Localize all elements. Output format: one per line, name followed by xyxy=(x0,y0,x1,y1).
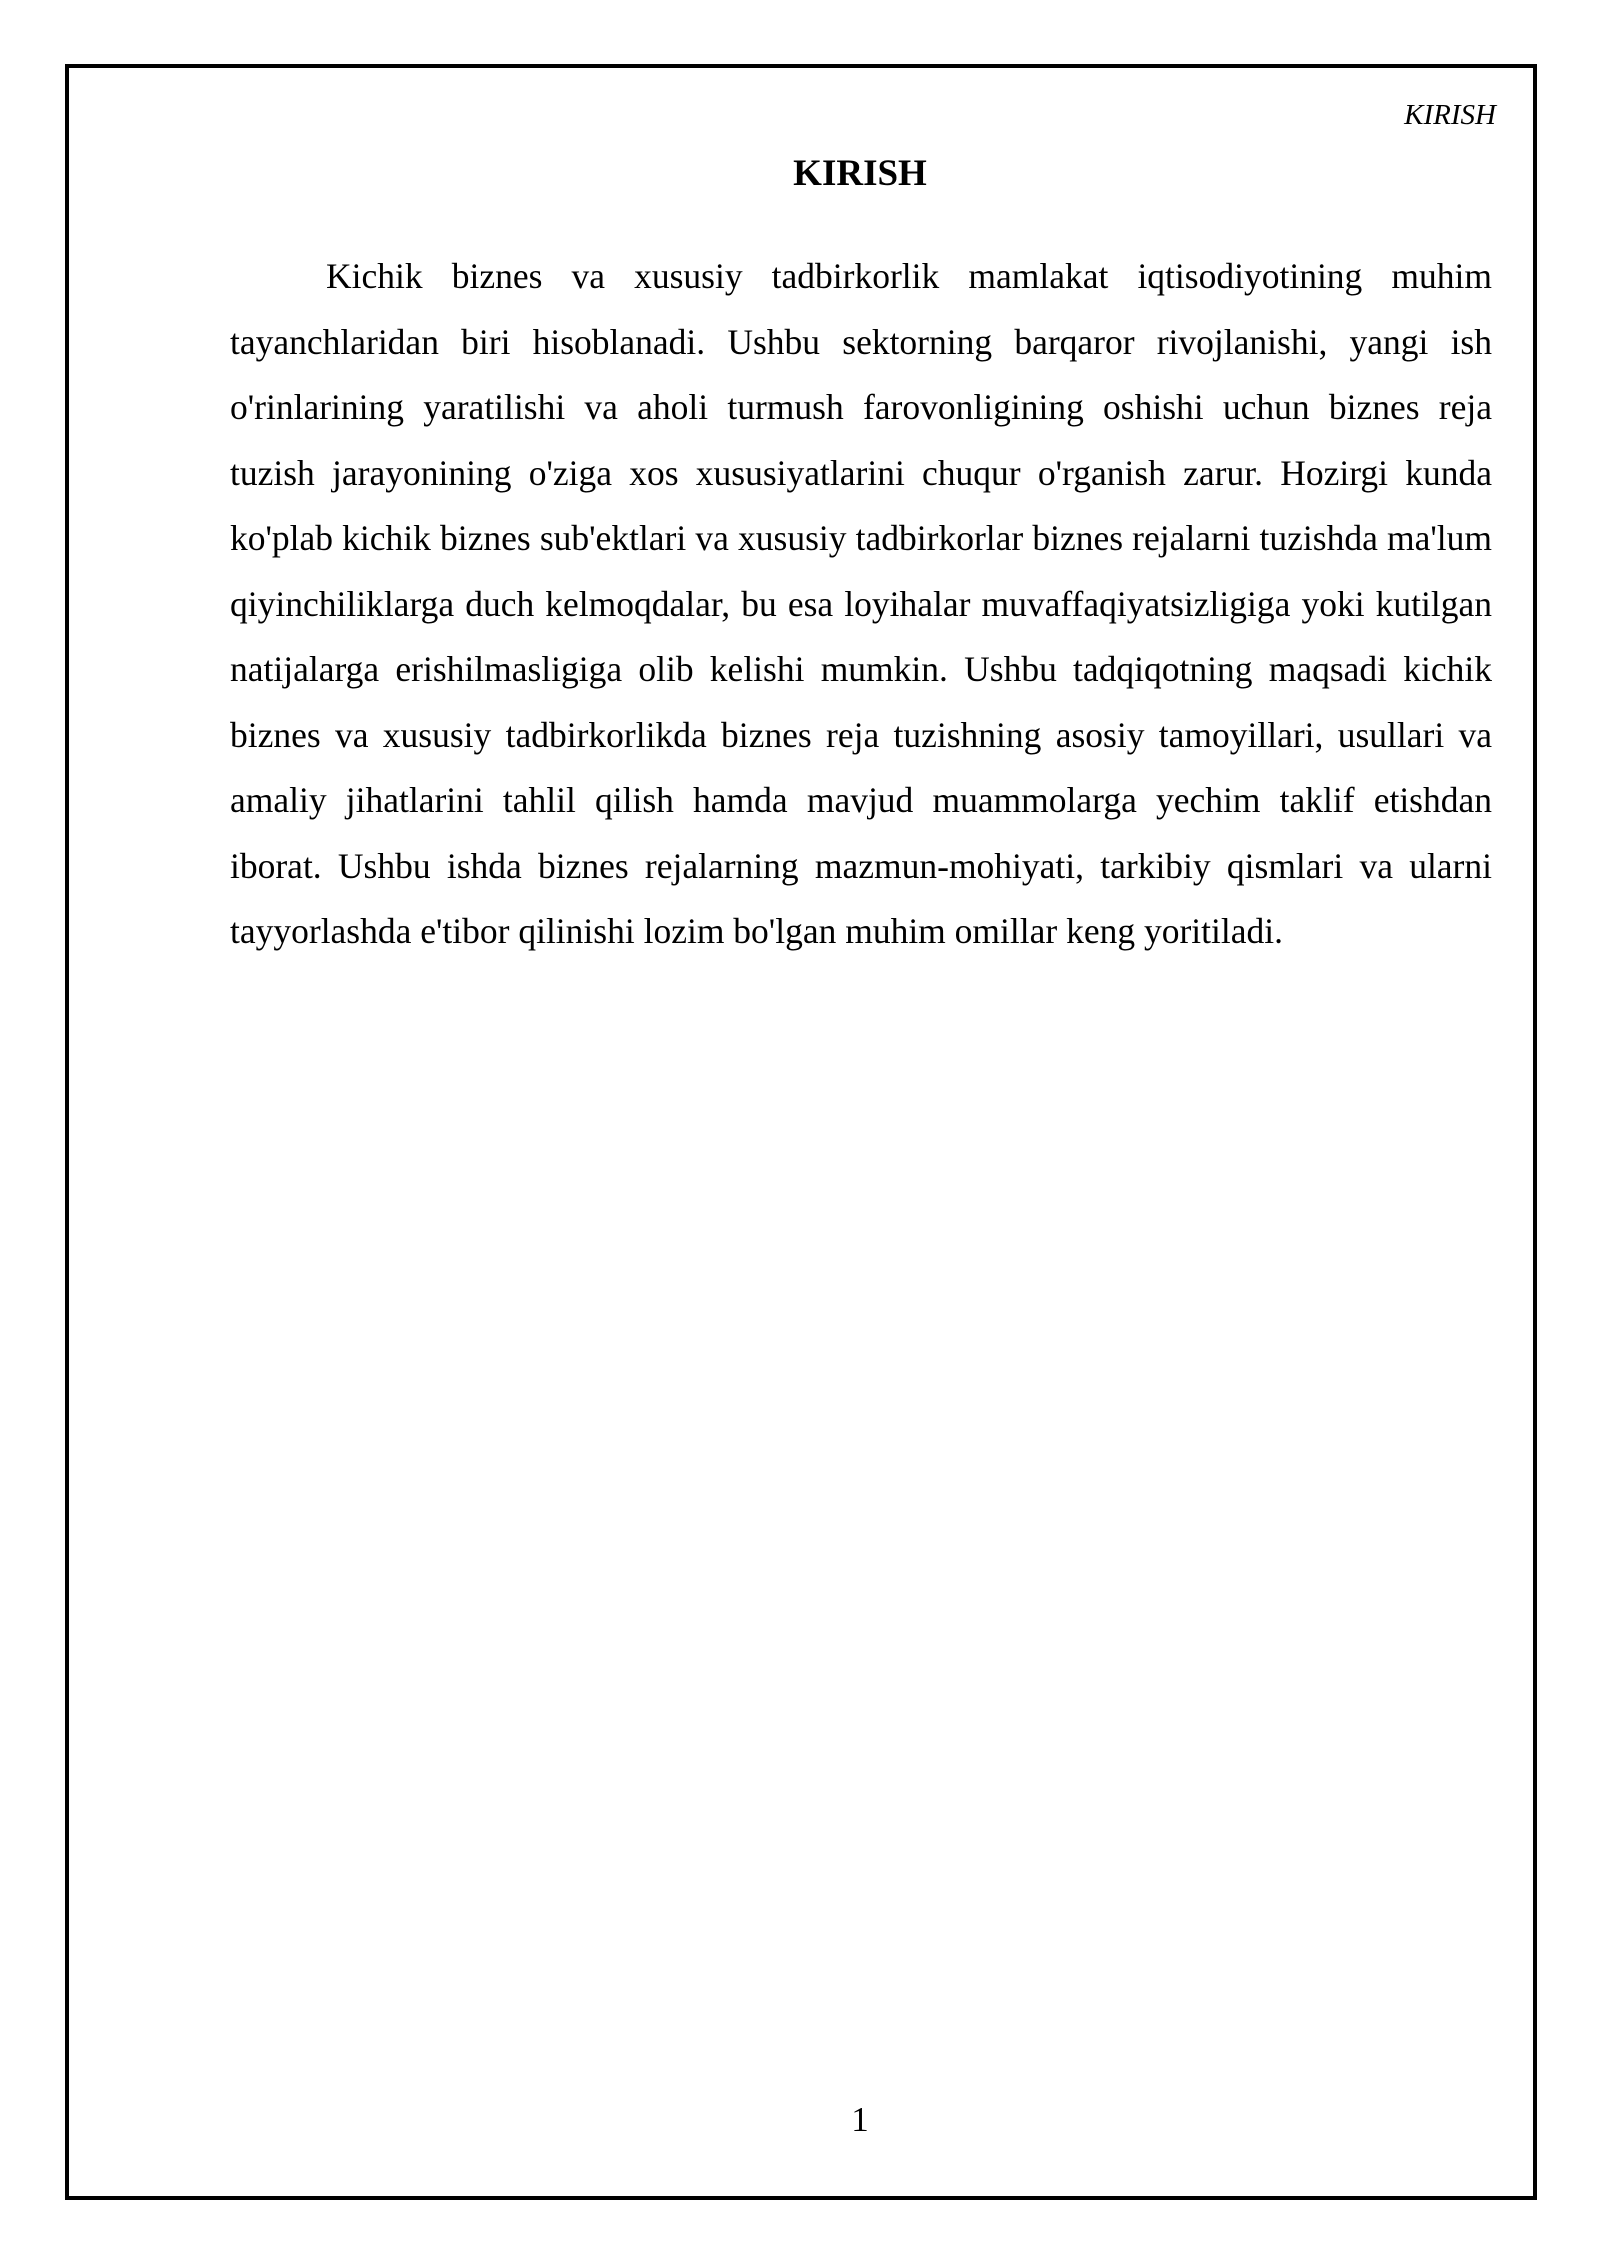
page-title: KIRISH xyxy=(793,153,927,194)
body-paragraph: Kichik biznes va xususiy tadbirkorlik mamlakat iqtisodiyotining muhim tayanchlaridan biri hisoblanadi. Ushbu sektorning barqaror rivojlanishi, yangi ish o'rinlarining yaratilishi va aholi turmush farovonligining oshishi uchun biznes reja tuzish jarayonining o'ziga xos xususiyatlarini chuqur o'rganish zarur. Hozirgi kunda ko'plab kichik biznes sub'ektlari va xususiy tadbirkorlar biznes rejalarni tuzishda ma'lum qiyinchiliklarga duch kelmoqdalar, bu esa loyihalar muvaffaqiyatsizligiga yoki kutilgan natijalarga erishilmasligiga olib kelishi mumkin. Ushbu tadqiqotning maqsadi kichik biznes va xususiy tadbirkorlikda biznes reja tuzishning asosiy tamoyillari, usullari va amaliy jihatlarini tahlil qilish hamda mavjud muammolarga yechim taklif etishdan iborat. Ushbu ishda biznes rejalarning mazmun-mohiyati, tarkibiy qismlari va ularni tayyorlashda e'tibor qilinishi lozim bo'lgan muhim omillar keng yoritiladi. xyxy=(230,256,1492,951)
running-header: KIRISH xyxy=(1404,99,1496,131)
page-number: 1 xyxy=(851,2100,869,2139)
